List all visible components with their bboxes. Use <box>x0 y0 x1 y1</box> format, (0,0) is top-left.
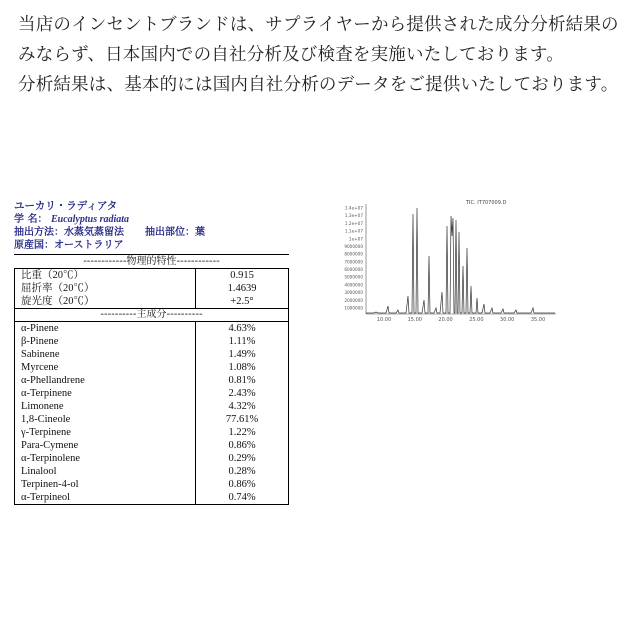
component-value: 1.49% <box>196 348 289 361</box>
property-name: 旋光度（20℃） <box>21 296 95 307</box>
component-value: 0.81% <box>196 374 289 387</box>
property-value: +2.5° <box>196 295 289 309</box>
property-name: 比重（20℃） <box>21 270 84 281</box>
y-tick-label: 4000000 <box>344 282 363 288</box>
table-row <box>15 348 289 361</box>
x-tick-label: 10.00 <box>376 317 392 323</box>
y-tick-label: 5000000 <box>344 274 363 280</box>
y-tick-label: 2000000 <box>344 297 363 303</box>
table-row <box>15 282 289 295</box>
method-label: 抽出方法： <box>14 227 64 238</box>
y-tick-label: 1.4e+07 <box>344 205 363 211</box>
y-tick-label: 1.1e+07 <box>344 228 363 234</box>
physical-properties-table <box>14 268 289 505</box>
part-label: 抽出部位： <box>144 227 195 238</box>
scientific-name-label: 学 名： <box>14 214 48 225</box>
intro-paragraph-1: 当店のインセントブランドは、サプライヤーから提供された成分分析結果のみならず、日本国内での自社分析及び検査を実施いたしております。 <box>18 15 619 65</box>
chromatogram-trace <box>366 208 555 313</box>
property-value: 1.4639 <box>196 282 289 295</box>
component-name: Sabinene <box>21 349 60 360</box>
components-title: ----------主成分---------- <box>15 309 288 322</box>
component-name: Terpinen-4-ol <box>21 479 79 490</box>
y-axis-ticks <box>344 206 363 311</box>
part-value: 葉 <box>194 227 205 238</box>
table-row <box>15 439 289 452</box>
y-tick-label: 1.2e+07 <box>344 220 363 226</box>
table-row <box>15 269 289 283</box>
y-tick-label: 8000000 <box>344 251 363 257</box>
x-tick-label: 20.00 <box>438 317 453 323</box>
x-tick-label: 25.00 <box>469 317 484 323</box>
y-tick-label: 1000000 <box>344 305 363 311</box>
component-name: Linalool <box>21 466 57 477</box>
scientific-name: Eucalyptus radiata <box>50 214 130 225</box>
origin-row <box>14 239 289 252</box>
table-row <box>15 478 289 491</box>
table-row <box>15 400 289 413</box>
table-row <box>15 361 289 374</box>
component-name: α-Terpineol <box>21 492 71 503</box>
component-value: 0.86% <box>196 478 289 491</box>
y-tick-label: 9000000 <box>344 243 363 249</box>
analysis-sheet <box>14 200 289 505</box>
method-value: 水蒸気蒸留法 <box>64 227 124 238</box>
chromatogram <box>326 196 558 326</box>
oil-title: ユーカリ・ラディアタ <box>14 200 118 212</box>
table-row <box>15 387 289 400</box>
table-row <box>15 465 289 478</box>
physical-properties-title: ------------物理的特性------------ <box>14 254 289 268</box>
y-tick-label: 3000000 <box>344 290 363 296</box>
component-value: 4.63% <box>196 322 289 335</box>
component-name: α-Terpinene <box>21 388 72 399</box>
table-row <box>15 426 289 439</box>
component-name: α-Pinene <box>21 323 59 334</box>
component-name: α-Terpinolene <box>21 453 80 464</box>
property-name: 屈折率（20℃） <box>21 283 95 294</box>
component-name: 1,8-Cineole <box>21 414 71 425</box>
component-value: 0.29% <box>196 452 289 465</box>
intro-paragraph-2: 分析結果は、基本的には国内自社分析のデータをご提供いたしております。 <box>18 75 619 95</box>
y-tick-label: 1e+07 <box>348 236 363 242</box>
component-value: 1.22% <box>196 426 289 439</box>
table-row <box>15 413 289 426</box>
table-row <box>15 491 289 505</box>
table-row <box>15 452 289 465</box>
table-row <box>15 335 289 348</box>
component-value: 1.08% <box>196 361 289 374</box>
component-name: Myrcene <box>21 362 59 373</box>
x-tick-label: 35.00 <box>530 317 546 323</box>
origin-label: 原産国： <box>14 240 54 251</box>
scientific-name-row <box>14 213 289 226</box>
component-value: 4.32% <box>196 400 289 413</box>
component-name: β-Pinene <box>21 336 59 347</box>
y-tick-label: 6000000 <box>344 267 363 273</box>
component-value: 0.28% <box>196 465 289 478</box>
component-value: 1.11% <box>196 335 289 348</box>
table-row <box>15 374 289 387</box>
component-name: Limonene <box>21 401 64 412</box>
origin-value: オーストラリア <box>54 240 124 251</box>
extraction-row <box>14 226 289 239</box>
component-value: 77.61% <box>196 413 289 426</box>
table-row <box>15 322 289 335</box>
component-value: 2.43% <box>196 387 289 400</box>
component-name: α-Phellandrene <box>21 375 85 386</box>
x-axis-ticks <box>377 317 545 323</box>
table-row <box>15 295 289 309</box>
x-tick-label: 30.00 <box>500 317 515 323</box>
property-value: 0.915 <box>196 269 289 283</box>
component-name: Para-Cymene <box>21 440 79 451</box>
y-tick-label: 1.3e+07 <box>344 213 363 219</box>
chromatogram-header: TIC: IT707009.D <box>466 200 507 206</box>
component-value: 0.86% <box>196 439 289 452</box>
x-tick-label: 15.00 <box>407 317 422 323</box>
component-value: 0.74% <box>196 491 289 505</box>
y-tick-label: 7000000 <box>344 259 363 265</box>
components-body <box>15 322 289 505</box>
component-name: γ-Terpinene <box>21 427 71 438</box>
intro-text <box>18 10 622 100</box>
